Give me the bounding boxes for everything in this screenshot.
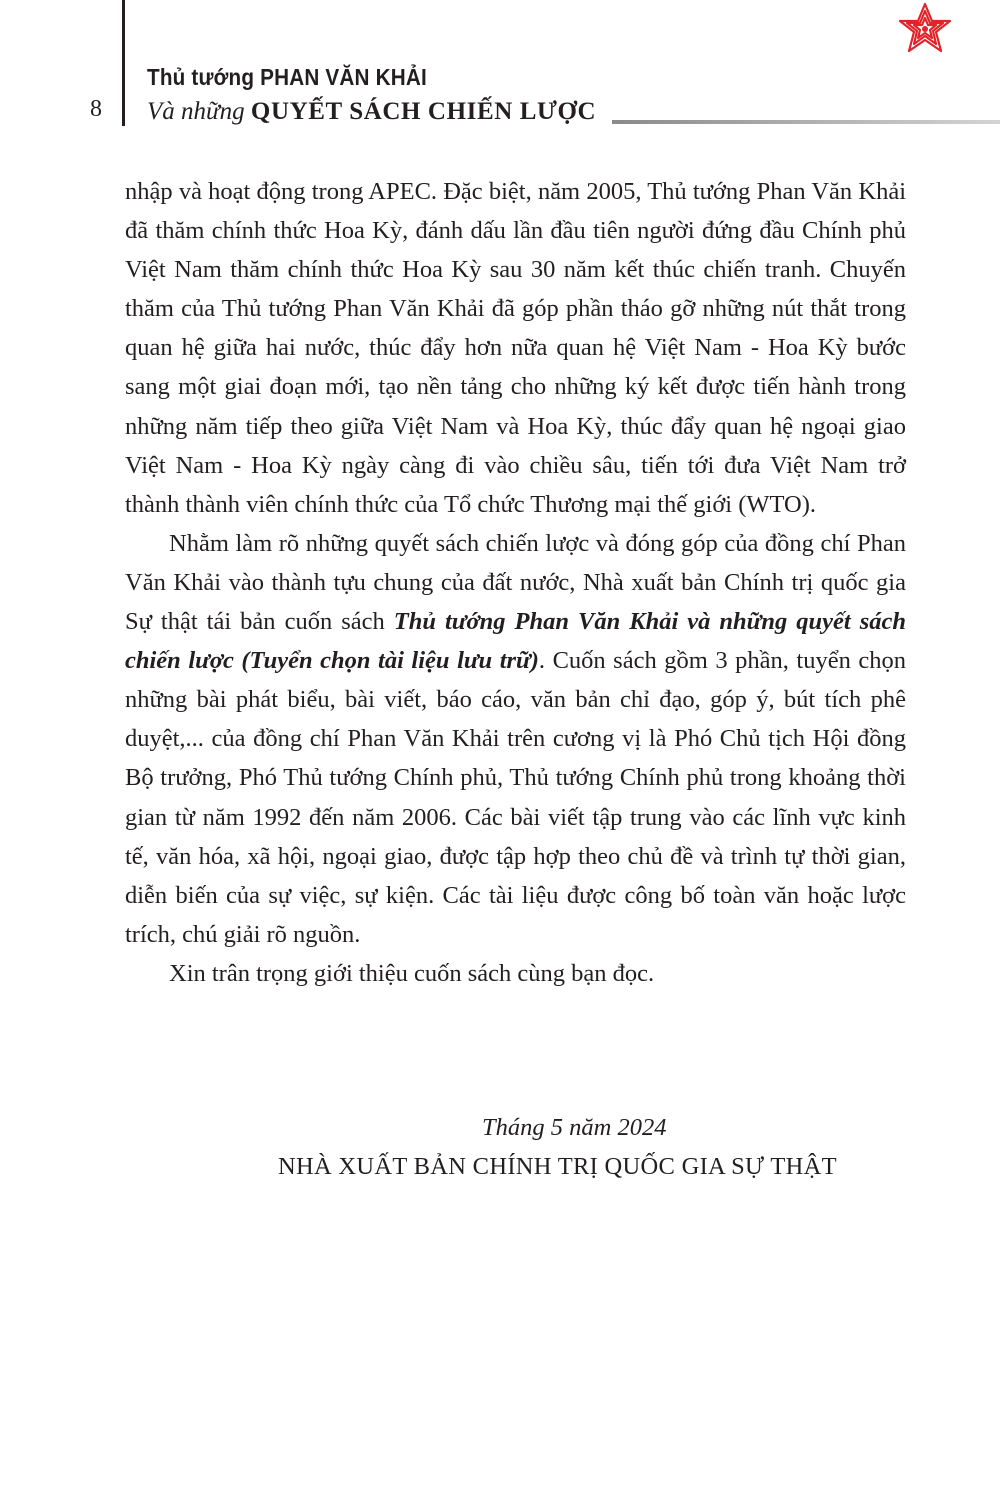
paragraph-2-intro: Nhằm làm rõ những quyết sách chiến lược và đóng góp của đồng chí Phan Văn Khải vào thành tựu chung của đất nước, Nhà xuất bản Chính trị quốc gia Sự thật tái bản cuốn sách bbox=[125, 529, 906, 636]
running-header-subtitle-strong: QUYẾT SÁCH CHIẾN LƯỢC bbox=[250, 98, 597, 125]
signature-block bbox=[278, 1108, 878, 1186]
running-header-subtitle bbox=[147, 98, 596, 126]
paragraph-2-rest: . Cuốn sách gồm 3 phần, tuyển chọn những bài phát biểu, bài viết, báo cáo, văn bản chỉ đạo, góp ý, bút tích phê duyệt,... của đồng chí Phan Văn Khải trên cương vị là Phó Chủ tịch Hội đồng Bộ trưởng, Phó Thủ tướng Chính phủ, Thủ tướng Chính phủ trong khoảng thời gian từ năm 1992 đến năm 2006. Các bài viết tập trung vào các lĩnh vực kinh tế, văn hóa, xã hội, ngoại giao, được tập hợp theo chủ đề và trình tự thời gian, diễn biến của sự việc, sự kiện. Các tài liệu được công bố toàn văn hoặc lược trích, chú giải rõ nguồn. bbox=[125, 647, 906, 948]
body-text bbox=[125, 172, 906, 993]
publisher-star-logo-icon bbox=[896, 2, 954, 56]
running-header-subtitle-lead: Và những bbox=[147, 98, 245, 125]
signature-date: Tháng 5 năm 2024 bbox=[482, 1114, 667, 1141]
book-title: Thủ tướng Phan Văn Khải và những quyết sách chiến lược (Tuyển chọn tài liệu lưu trữ) bbox=[125, 608, 906, 675]
running-header-title: Thủ tướng PHAN VĂN KHẢI bbox=[147, 64, 427, 90]
paragraph-2 bbox=[125, 524, 906, 954]
page-number: 8 bbox=[90, 96, 102, 122]
paragraph-3: Xin trân trọng giới thiệu cuốn sách cùng bạn đọc. bbox=[169, 959, 655, 987]
header-horizontal-rule bbox=[612, 120, 1000, 124]
paragraph-1: nhập và hoạt động trong APEC. Đặc biệt, năm 2005, Thủ tướng Phan Văn Khải đã thăm chính thức Hoa Kỳ, đánh dấu lần đầu tiên người đứng đầu Chính phủ Việt Nam thăm chính thức Hoa Kỳ sau 30 năm kết thúc chiến tranh. Chuyến thăm của Thủ tướng Phan Văn Khải đã góp phần tháo gỡ những nút thắt trong quan hệ giữa hai nước, thúc đẩy hơn nữa quan hệ Việt Nam - Hoa Kỳ bước sang một giai đoạn mới, tạo nền tảng cho những ký kết được tiến hành trong những năm tiếp theo giữa Việt Nam và Hoa Kỳ, thúc đẩy quan hệ ngoại giao Việt Nam - Hoa Kỳ ngày càng đi vào chiều sâu, tiến tới đưa Việt Nam trở thành thành viên chính thức của Tổ chức Thương mại thế giới (WTO). bbox=[125, 178, 906, 518]
header-vertical-rule bbox=[122, 0, 125, 126]
signature-publisher: NHÀ XUẤT BẢN CHÍNH TRỊ QUỐC GIA SỰ THẬT bbox=[278, 1153, 837, 1180]
